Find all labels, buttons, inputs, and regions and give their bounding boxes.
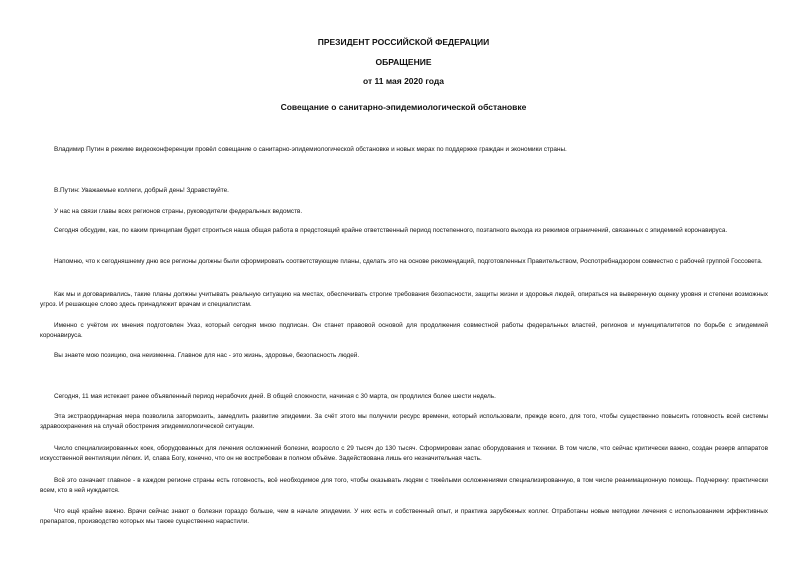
- paragraph: Что ещё крайне важно. Врачи сейчас знают о болезни гораздо больше, чем в начале эпидемии. У них есть и собственный опыт, и практика зарубежных коллег. Отработаны новые методики лечения с использованием эффективных препаратов, производство которых мы также существенно нарастили.: [40, 508, 768, 526]
- paragraph: Сегодня обсудим, как, по каким принципам будет строиться наша общая работа в предстоящий крайне ответственный период постепенного, поэтапного выхода из режимов ограничений, связанных с эпидемией коронавируса.: [54, 227, 728, 234]
- document-date: от 11 мая 2020 года: [363, 76, 444, 86]
- paragraph: Сегодня, 11 мая истекает ранее объявленный период нерабочих дней. В общей сложности, начиная с 30 марта, он продлился более шести недель.: [54, 393, 496, 400]
- paragraph-greeting: В.Путин: Уважаемые коллеги, добрый день! Здравствуйте.: [54, 187, 229, 194]
- paragraph-intro: Владимир Путин в режиме видеоконференции провёл совещание о санитарно-эпидемиологической обстановке и новых мерах по поддержке граждан и экономики страны.: [54, 146, 567, 153]
- paragraph: Число специализированных коек, оборудованных для лечения осложнений болезни, возросло с 29 тысяч до 130 тысяч. Сформирован запас оборудования и техники. В том числе, что сейчас критически важно, создан резерв аппаратов искусственной вентиляции лёгких. И, слава Богу, конечно, что он не востребован в полном объёме. Задействована лишь его незначительная часть.: [40, 445, 768, 463]
- paragraph: Именно с учётом их мнения подготовлен Указ, который сегодня мною подписан. Он станет правовой основой для продолжения совместной работы федеральных властей, регионов и муниципалитетов по борьбе с эпидемией коронавируса.: [40, 322, 768, 340]
- document-title: Совещание о санитарно-эпидемиологической обстановке: [280, 102, 527, 112]
- issuer-heading: ПРЕЗИДЕНТ РОССИЙСКОЙ ФЕДЕРАЦИИ: [317, 37, 490, 47]
- paragraph: Как мы и договаривались, такие планы должны учитывать реальную ситуацию на местах, обеспечивать строгие требования безопасности, защиты жизни и здоровья людей, опираться на выверенную оценку уровня и степени возможных угроз. И решающее слово здесь принадлежит врачам и специалистам.: [40, 291, 768, 309]
- paragraph: Напомню, что к сегодняшнему дню все регионы должны были сформировать соответствующие планы, сделать это на основе рекомендаций, подготовленных Правительством, Роспотребнадзором совместно с рабочей группой Госсовета.: [54, 258, 763, 265]
- paragraph: У нас на связи главы всех регионов страны, руководители федеральных ведомств.: [54, 208, 303, 215]
- document-type-heading: ОБРАЩЕНИЕ: [375, 57, 432, 67]
- paragraph: Эта экстраординарная мера позволила затормозить, замедлить развитие эпидемии. За счёт этого мы получили ресурс времени, который использовали, прежде всего, для того, чтобы существенно повысить готовность всей системы здравоохранения на случай обострения эпидемиологической ситуации.: [40, 413, 768, 431]
- paragraph: Вы знаете мою позицию, она неизменна. Главное для нас - это жизнь, здоровье, безопасность людей.: [54, 352, 360, 359]
- paragraph: Всё это означает главное - в каждом регионе страны есть готовность, всё необходимое для того, чтобы оказывать людям с тяжёлыми осложнениями специализированную, в том числе реанимационную помощь. Подчеркну: практически всем, кто в ней нуждается.: [40, 477, 768, 495]
